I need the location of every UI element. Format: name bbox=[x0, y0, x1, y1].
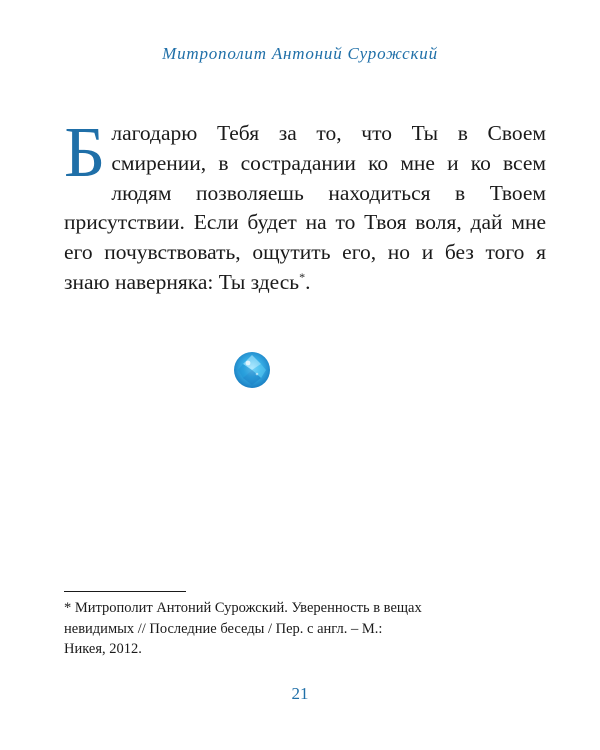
footnote-mark: * bbox=[299, 269, 306, 284]
body-end-punct: . bbox=[305, 269, 311, 294]
body-paragraph bbox=[64, 112, 546, 298]
running-head: Митрополит Антоний Сурожский bbox=[162, 44, 438, 63]
blue-gem-ornament-icon bbox=[232, 350, 272, 390]
footnote-line-2: невидимых // Последние беседы / Пер. с англ. – М.: bbox=[64, 620, 383, 637]
footnote-rule bbox=[64, 591, 186, 592]
body-text: лагодарю Тебя за то, что Ты в Своем смирении, в сострадании ко мне и ко всем людям позволяешь находиться в Твоем присутствии. Если будет на то Твоя воля, дай мне его почувствовать, ощутить его, но и без того я знаю наверняка: Ты здесь bbox=[64, 121, 546, 294]
footnote-line-1: * Митрополит Антоний Сурожский. Уверенность в вещах bbox=[64, 600, 422, 616]
footnote-line-3: Никея, 2012. bbox=[64, 641, 142, 657]
drop-cap: Б bbox=[64, 112, 106, 192]
page-number: 21 bbox=[291, 684, 309, 703]
footnote bbox=[64, 598, 484, 660]
